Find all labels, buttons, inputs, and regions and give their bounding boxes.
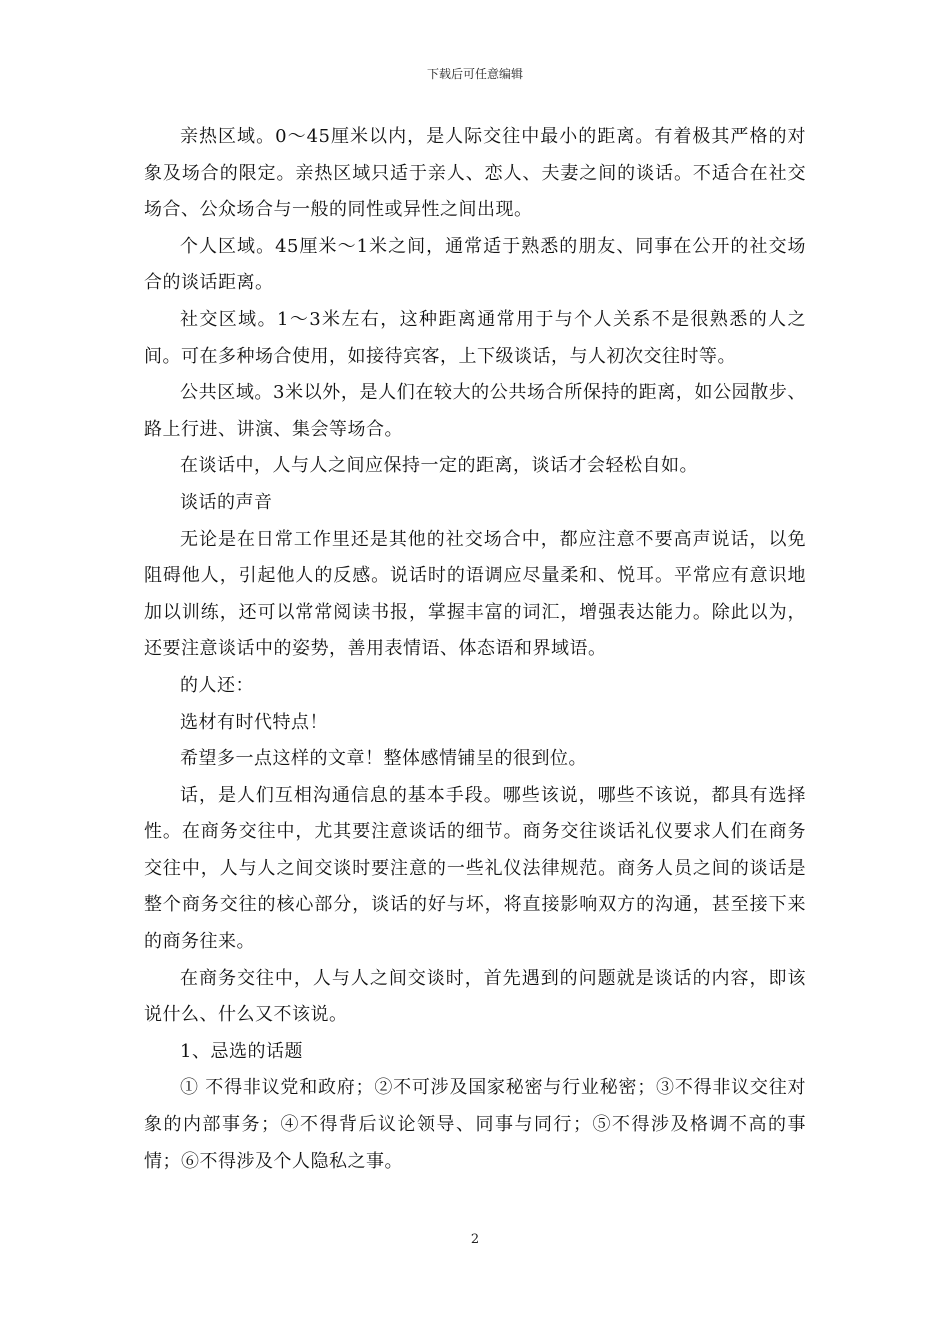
page-header: 下载后可任意编辑 [426,67,523,81]
page-number: 2 [470,1232,480,1247]
paragraph-comment-intro: 的人还： [180,674,254,696]
paragraph-business-talk: 话，是人们互相沟通信息的基本手段。哪些该说，哪些不该说，都具有选择性。在商务交往中，尤其要注意谈话的细节。商务交往谈话礼仪要求人们在商务交往中，人与人之间交谈时要注意的一些礼仪法律规范。商务人员之间的谈话是整个商务交往的核心部分，谈话的好与坏，将直接影响双方的沟通，甚至接下来的商务往来。 [144,784,806,953]
paragraph-social-zone: 社交区域。1～3米左右，这种距离通常用于与个人关系不是很熟悉的人之间。可在多种场合使用，如接待宾客，上下级谈话，与人初次交往时等。 [144,308,806,367]
section-heading-taboo-topics: 1、忌选的话题 [180,1040,303,1062]
paragraph-distance-summary: 在谈话中，人与人之间应保持一定的距离，谈话才会轻松自如。 [180,455,698,477]
paragraph-personal-zone: 个人区域。45厘米～1米之间，通常适于熟悉的朋友、同事在公开的社交场合的谈话距离。 [144,235,806,294]
paragraph-taboo-list: ① 不得非议党和政府；②不可涉及国家秘密与行业秘密；③不得非议交往对象的内部事务；④不得背后议论领导、同事与同行；⑤不得涉及格调不高的事情；⑥不得涉及个人隐私之事。 [144,1077,806,1172]
paragraph-talk-content: 在商务交往中，人与人之间交谈时，首先遇到的问题就是谈话的内容，即该说什么、什么又不该说。 [144,967,806,1026]
paragraph-voice: 无论是在日常工作里还是其他的社交场合中，都应注意不要高声说话，以免阻碍他人，引起他人的反感。说话时的语调应尽量柔和、悦耳。平常应有意识地加以训练，还可以常常阅读书报，掌握丰富的词汇，增强表达能力。除此以为，还要注意谈话中的姿势，善用表情语、体态语和界域语。 [144,528,806,660]
paragraph-comment-1: 选材有时代特点！ [180,711,328,733]
body-text [144,119,806,1180]
section-heading-voice: 谈话的声音 [180,491,273,513]
paragraph-intimate-zone: 亲热区域。0～45厘米以内，是人际交往中最小的距离。有着极其严格的对象及场合的限定。亲热区域只适于亲人、恋人、夫妻之间的谈话。不适合在社交场合、公众场合与一般的同性或异性之间出现。 [144,126,806,221]
paragraph-comment-2: 希望多一点这样的文章！整体感情铺呈的很到位。 [180,748,587,770]
paragraph-public-zone: 公共区域。3米以外，是人们在较大的公共场合所保持的距离，如公园散步、路上行进、讲演、集会等场合。 [144,382,806,440]
